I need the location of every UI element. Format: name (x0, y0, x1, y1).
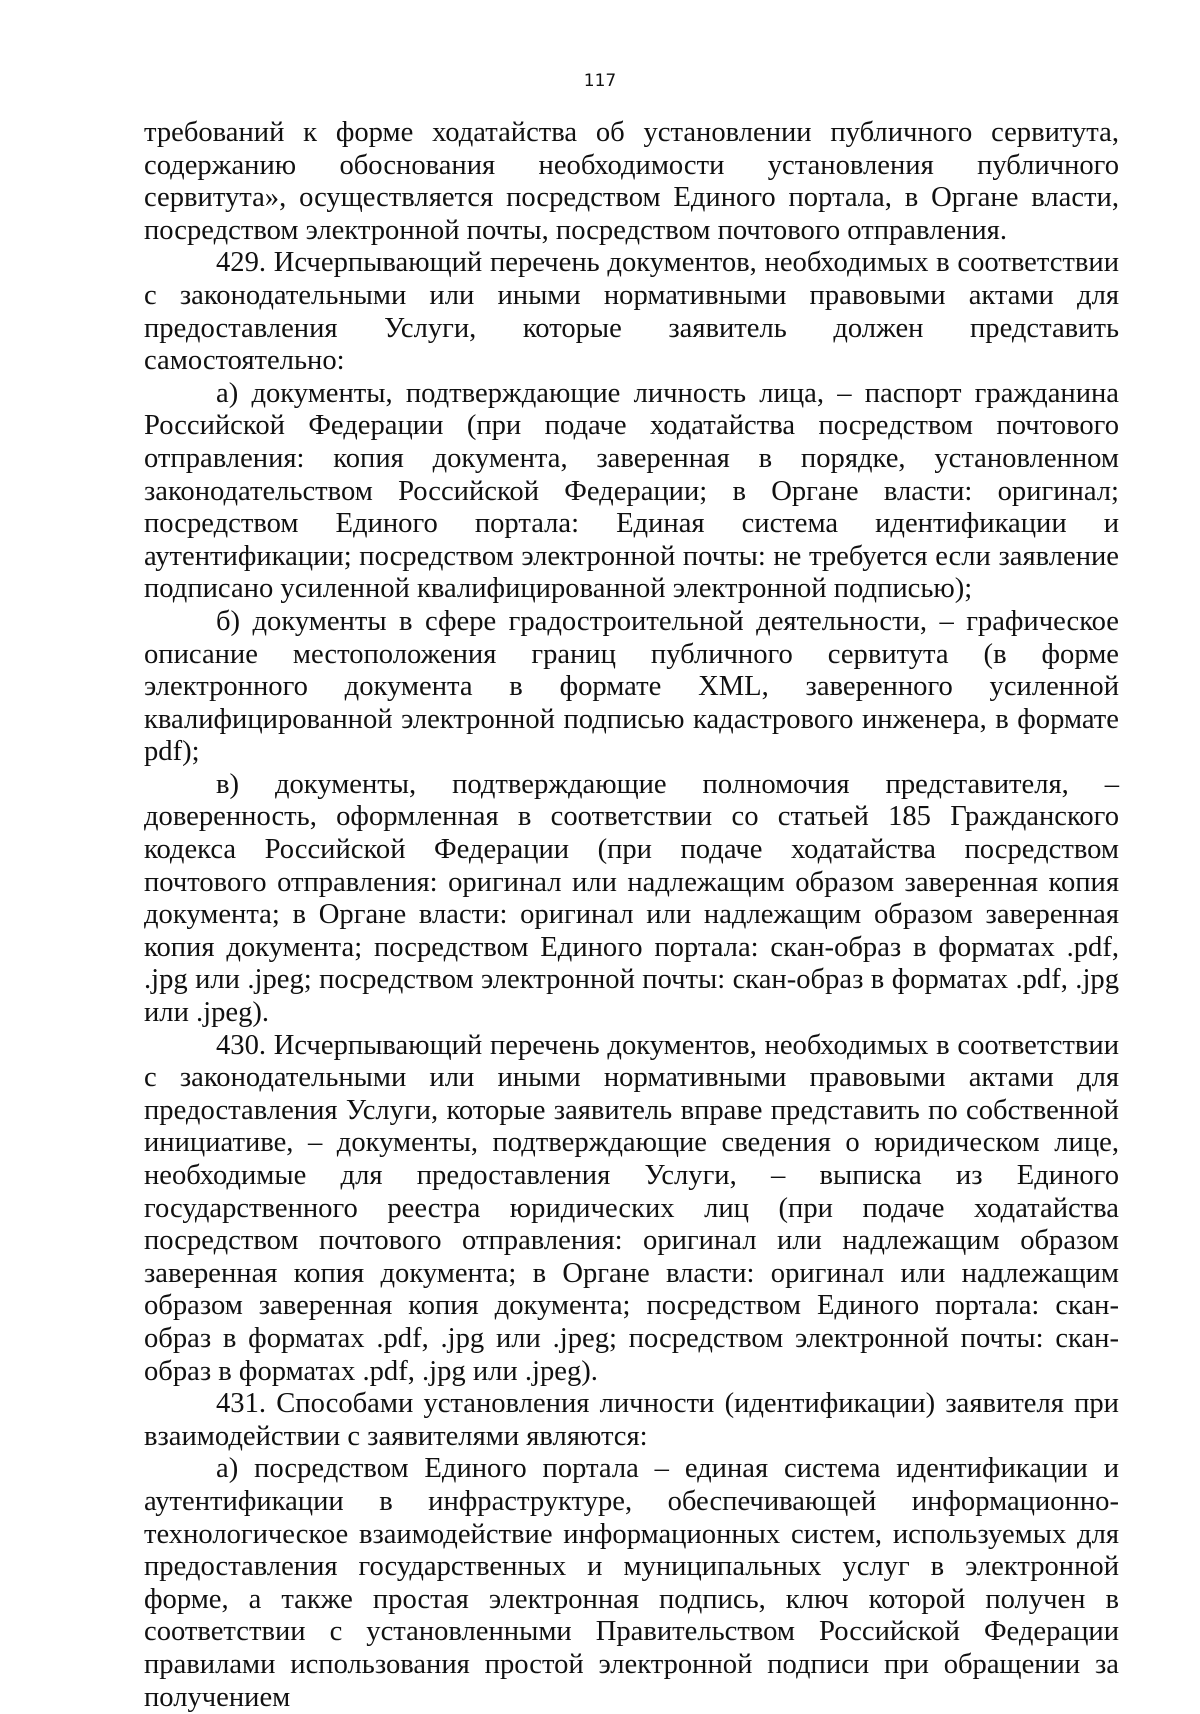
document-body (144, 117, 1119, 1714)
paragraph-429: 429. Исчерпывающий перечень документов, необходимых в соответствии с законодательными или иными нормативными правовыми актами для предоставления Услуги, которые заявитель должен представить самостоятельно: (144, 247, 1119, 377)
paragraph-430: 430. Исчерпывающий перечень документов, необходимых в соответствии с законодательными или иными нормативными правовыми актами для предоставления Услуги, которые заявитель вправе представить по собственной инициативе, – документы, подтверждающие сведения о юридическом лице, необходимые для предоставления Услуги, – выписка из Единого государственного реестра юридических лиц (при подаче ходатайства посредством почтового отправления: оригинал или надлежащим образом заверенная копия документа; в Органе власти: оригинал или надлежащим образом заверенная копия документа; посредством Единого портала: скан-образ в форматах .pdf, .jpg или .jpeg; посредством электронной почты: скан-образ в форматах .pdf, .jpg или .jpeg). (144, 1029, 1119, 1387)
paragraph-continuation: требований к форме ходатайства об установлении публичного сервитута, содержанию обоснования необходимости установления публичного сервитута», осуществляется посредством Единого портала, в Органе власти, посредством электронной почты, посредством почтового отправления. (144, 117, 1119, 246)
paragraph-429-a: а) документы, подтверждающие личность лица, – паспорт гражданина Российской Федерации (при подаче ходатайства посредством почтового отправления: копия документа, заверенная в порядке, установленном законодательством Российской Федерации; в Органе власти: оригинал; посредством Единого портала: Единая система идентификации и аутентификации; посредством электронной почты: не требуется если заявление подписано усиленной квалифицированной электронной подписью); (144, 377, 1119, 605)
paragraph-429-v: в) документы, подтверждающие полномочия представителя, – доверенность, оформленная в соответствии со статьей 185 Гражданского кодекса Российской Федерации (при подаче ходатайства посредством почтового отправления: оригинал или надлежащим образом заверенная копия документа; в Органе власти: оригинал или надлежащим образом заверенная копия документа; посредством Единого портала: скан-образ в форматах .pdf, .jpg или .jpeg; посредством электронной почты: скан-образ в форматах .pdf, .jpg или .jpeg). (144, 768, 1119, 1029)
page-number: 117 (583, 71, 617, 91)
paragraph-431: 431. Способами установления личности (идентификации) заявителя при взаимодействии с заявителями являются: (144, 1388, 1119, 1452)
paragraph-431-a: а) посредством Единого портала – единая система идентификации и аутентификации в инфраструктуре, обеспечивающей информационно-технологическое взаимодействие информационных систем, используемых для предоставления государственных и муниципальных услуг в электронной форме, а также простая электронная подпись, ключ которой получен в соответствии с установленными Правительством Российской Федерации правилами использования простой электронной подписи при обращении за получением (144, 1453, 1119, 1713)
paragraph-429-b: б) документы в сфере градостроительной деятельности, – графическое описание местоположения границ публичного сервитута (в форме электронного документа в формате XML, заверенного усиленной квалифицированной электронной подписью кадастрового инженера, в формате pdf); (144, 605, 1119, 768)
